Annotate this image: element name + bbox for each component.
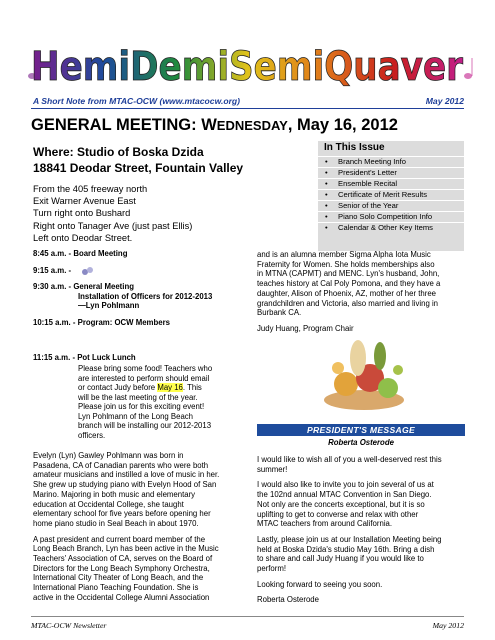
program-chair-signoff: Judy Huang, Program Chair xyxy=(257,323,354,333)
masthead-logo xyxy=(0,6,495,92)
presidents-byline: Roberta Osterode xyxy=(328,438,394,447)
music-note-icon xyxy=(80,264,94,276)
issue-item: • Ensemble Recital xyxy=(318,178,464,189)
issue-item: • Calendar & Other Key Items xyxy=(318,222,464,233)
letter-paragraph: I would like to wish all of you a well-deserved rest this summer! xyxy=(257,455,442,474)
page-title: GENERAL MEETING: WEDNESDAY, May 16, 2012 xyxy=(31,116,398,134)
issue-item: • Branch Meeting Info xyxy=(318,156,464,167)
schedule-item: 11:15 a.m. - Pot Luck Lunch xyxy=(33,353,136,362)
issue-item: • President's Letter xyxy=(318,167,464,178)
presidents-letter xyxy=(257,455,467,611)
food-illustration xyxy=(318,330,410,414)
letter-paragraph: Lastly, please join us at our Installation Meeting being held at Boska Dzida's studio May 16th. Bring a dish to share and call Judy Huang if you would like to perform! xyxy=(257,534,442,574)
tagline: A Short Note from MTAC-OCW (www.mtacocw.org) xyxy=(33,96,241,106)
bio-paragraph: Evelyn (Lyn) Gawley Pohlmann was born in Pasadena, CA of Canadian parents who were both amateur musicians and instilled a love of music in her. She grew up studying piano with Evelyn Hood of San Marino. Majoring in both music and elementary education at Occidental College, she taught elementary school for five years before opening her home piano studio in Seal Beach in about 1970. xyxy=(33,451,220,528)
bio-paragraph: and is an alumna member Sigma Alpha Iota Music Fraternity for Women. She holds memberships also in MTNA (CAPMT) and MENC. Lyn's husband, John, teaches history at Cal Poly Pomona, and they have a daughter, Alison of Phoenix, AZ, mother of her three grandchildren and Victoria, also married and living in Burbank CA. xyxy=(257,250,441,318)
letter-paragraph: I would also like to invite you to join several of us at the 102nd annual MTAC Convention in San Diego. Not only are the concerts exceptional, but it is so uplifting to get to converse and relax with other MTAC teachers from around California. xyxy=(257,480,434,529)
issue-item: • Senior of the Year xyxy=(318,200,464,211)
header-rule xyxy=(31,108,464,109)
presidents-message-banner: PRESIDENT'S MESSAGE xyxy=(257,424,465,436)
issue-item: • Piano Solo Competition Info xyxy=(318,211,464,222)
meeting-location: Where: Studio of Boska Dzida 18841 Deodar Street, Fountain Valley xyxy=(33,145,244,175)
issue-item: • Certificate of Merit Results xyxy=(318,189,464,200)
bio-left xyxy=(33,451,253,609)
in-this-issue-box xyxy=(318,141,464,251)
footer-date: May 2012 xyxy=(432,621,464,630)
schedule-item: 8:45 a.m. - Board Meeting xyxy=(33,249,128,258)
footer-rule xyxy=(31,616,464,617)
bio-right xyxy=(257,250,467,340)
letter-signature: Roberta Osterode xyxy=(257,595,319,605)
schedule-item: 9:15 a.m. - xyxy=(33,266,72,275)
potluck-details: Please bring some food! Teachers who are interested to perform should email or contact Judy before May 16. This will be the last meeting of the year. Please join us for this exciting event! Lyn Pohlmann of the Long Beach branch will be installing our 2012-2013 officers. xyxy=(78,364,213,440)
schedule-item: 10:15 a.m. - Program: OCW Members xyxy=(33,318,170,327)
bio-paragraph: A past president and current board member of the Long Beach Branch, Lyn has been active in the Music Teachers' Association of CA, serves on the Board of Directors for the Long Beach Symphony Orchestra, International City Theater of Long Beach, and the International Piano Teaching Foundation. She is active in the Occidental College Alumni Association xyxy=(33,534,219,602)
driving-directions: From the 405 freeway north Exit Warner Avenue East Turn right onto Bushard Right onto Tanager Ave (just past Ellis) Left onto Deodar Street. xyxy=(33,184,193,243)
schedule-detail: Installation of Officers for 2012-2013 xyxy=(78,291,213,301)
masthead-title: HemiDemiSemiQuaver xyxy=(31,44,464,90)
footer-newsletter-name: MTAC-OCW Newsletter xyxy=(31,621,107,630)
schedule-detail: —Lyn Pohlmann xyxy=(78,301,140,310)
issue-date: May 2012 xyxy=(425,96,464,106)
letter-paragraph: Looking forward to seeing you soon. xyxy=(257,579,383,589)
schedule-item: 9:30 a.m. - General Meeting xyxy=(33,282,134,291)
in-this-issue-title: In This Issue xyxy=(324,142,385,153)
